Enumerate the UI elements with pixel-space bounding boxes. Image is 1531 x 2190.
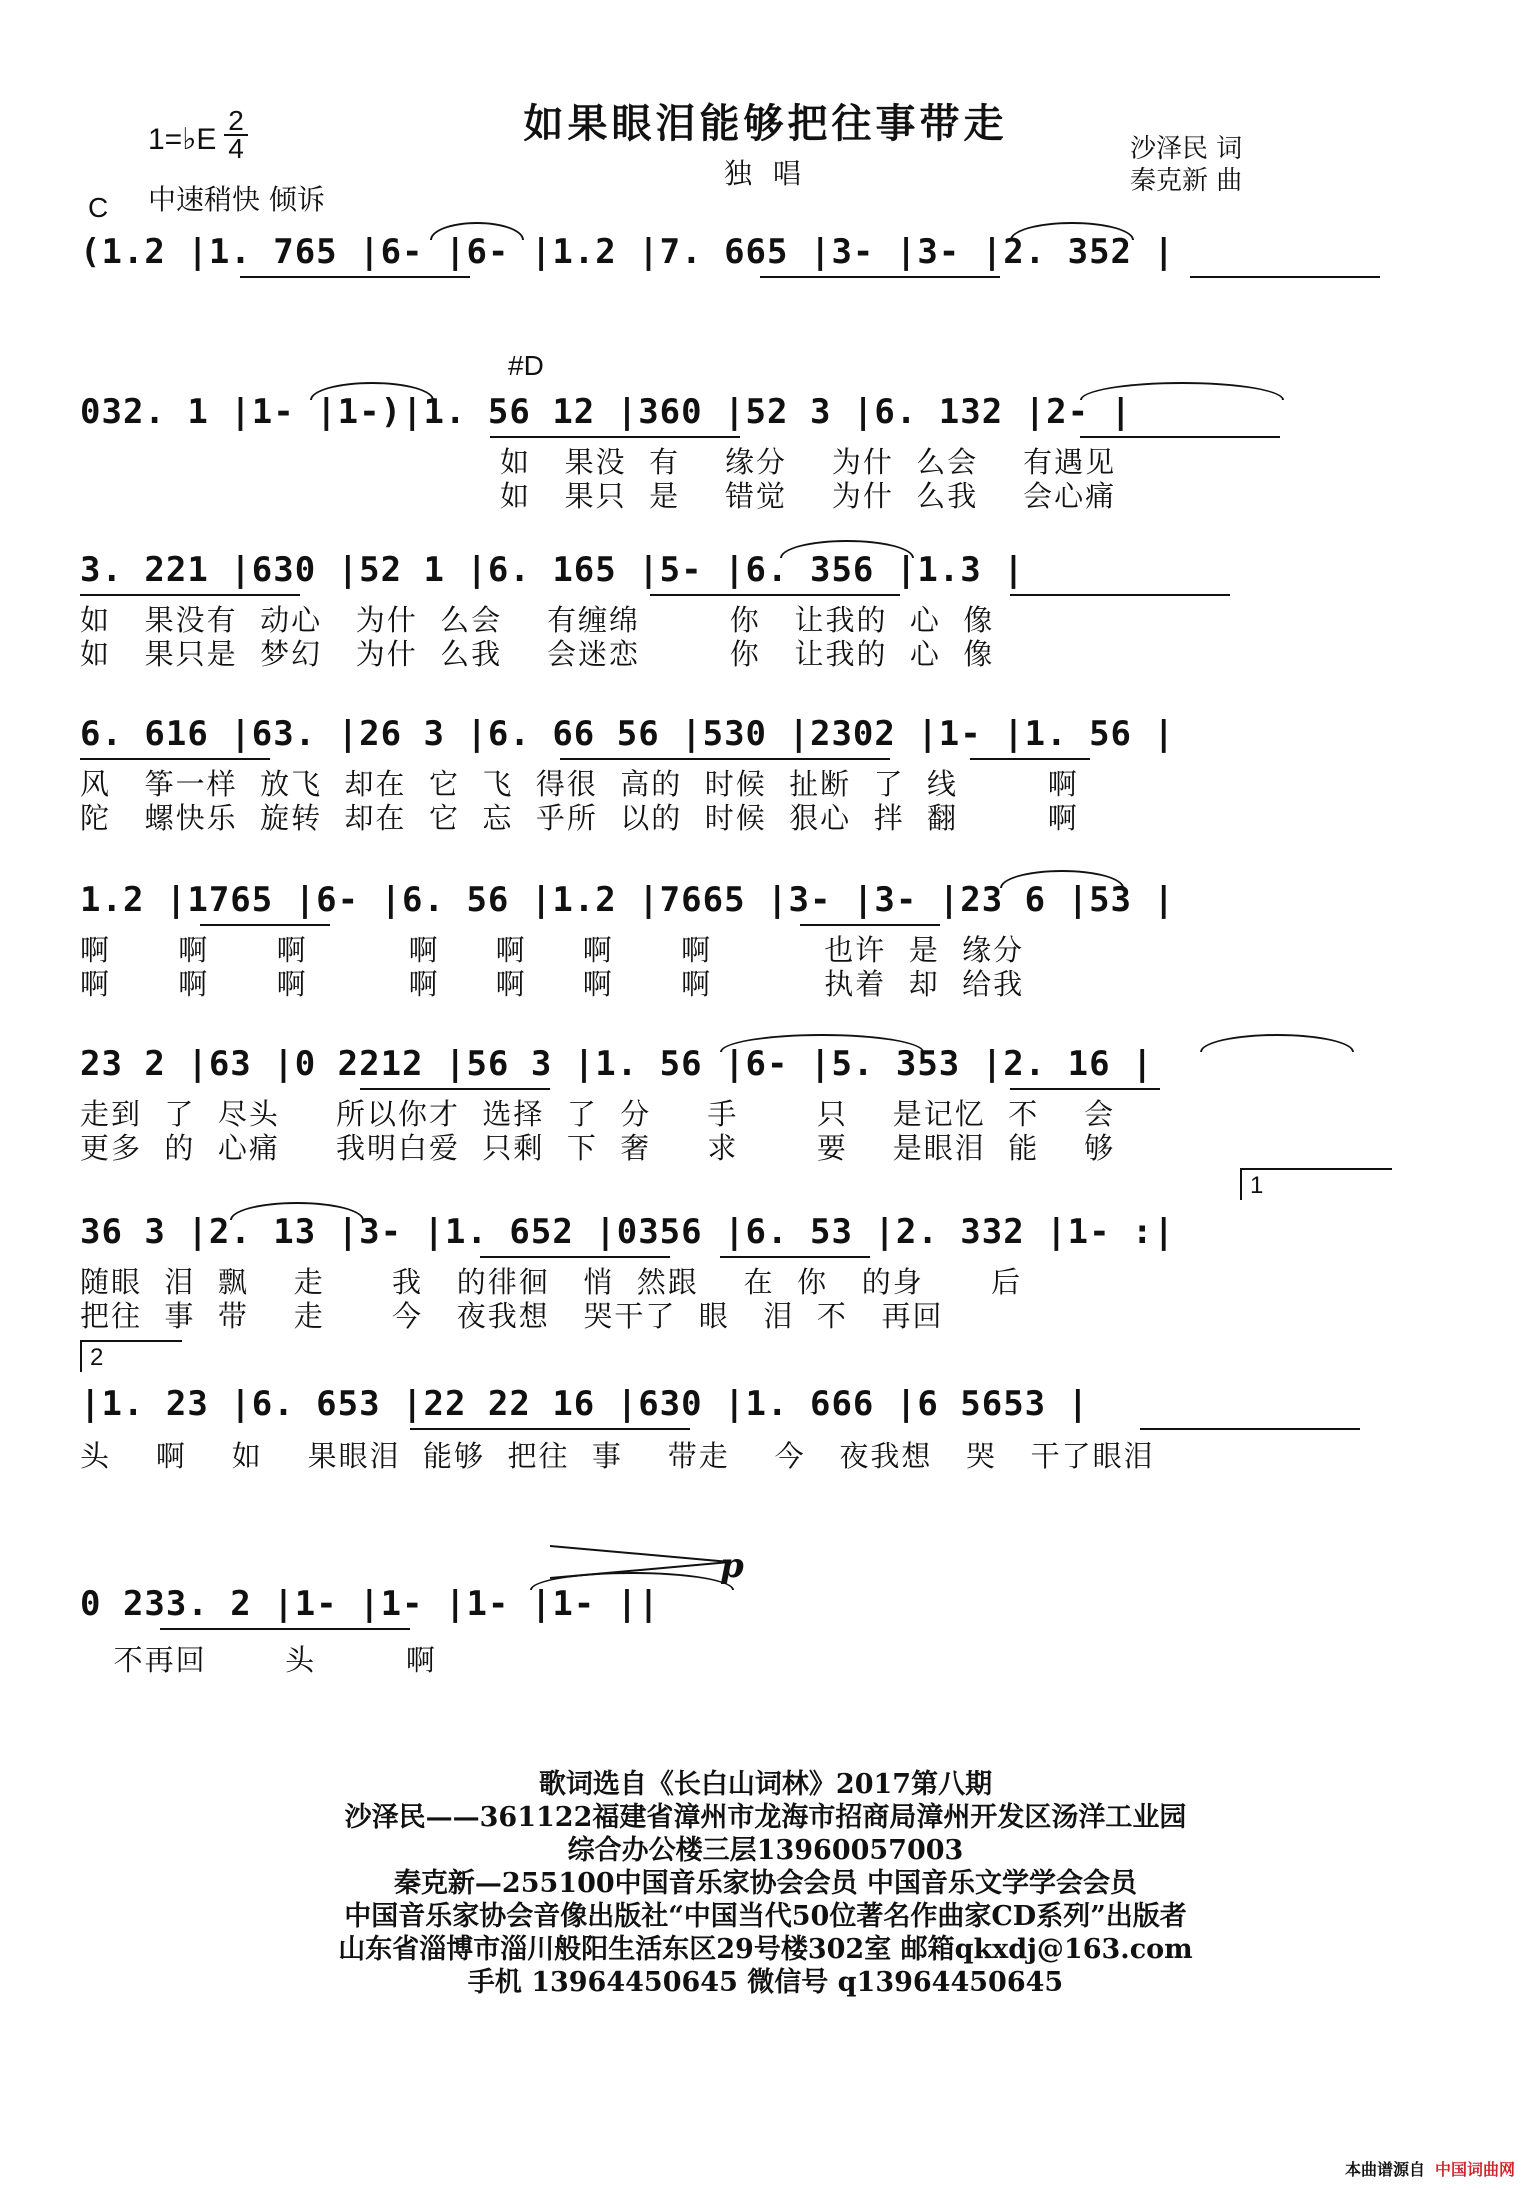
performance-type: 独 唱 bbox=[724, 157, 807, 190]
lyric-line-1: 头 啊 如 果眼泪 能够 把往 事 带走 今 夜我想 哭 干了眼泪 bbox=[80, 1439, 1155, 1473]
notes: 23 2 |63 |0 2212 |56 3 |1. 56 |6- |5. 353 |2. 16 | bbox=[80, 1044, 1154, 1084]
notation-row-8 bbox=[80, 1344, 1390, 1480]
footer-line: 歌词选自《长白山词林》2017第八期 bbox=[538, 1769, 993, 1800]
tie bbox=[780, 540, 914, 558]
beam bbox=[650, 594, 900, 596]
decrescendo-hairpin bbox=[550, 1540, 740, 1580]
beam bbox=[160, 1628, 410, 1630]
notes: |1. 23 |6. 653 |22 22 16 |630 |1. 666 |6 5653 | bbox=[80, 1384, 1090, 1424]
chord-c-marking: C bbox=[88, 192, 109, 223]
volta-number: 1 bbox=[1250, 1172, 1264, 1199]
beam bbox=[1010, 1088, 1160, 1090]
lyric-line-2: 把往 事 带 走 今 夜我想 哭干了 眼 泪 不 再回 bbox=[80, 1299, 944, 1333]
footer-line: 山东省淄博市淄川般阳生活东区29号楼302室 邮箱qkxdj@163.com bbox=[338, 1934, 1193, 1965]
volta-bracket-1 bbox=[1240, 1168, 1392, 1200]
notation-row-7 bbox=[80, 1172, 1390, 1333]
notes: 0 233. 2 |1- |1- |1- |1- || bbox=[80, 1584, 660, 1624]
notes: (1.2 |1. 765 |6- |6- |1.2 |7. 665 |3- |3- |2. 352 | bbox=[80, 232, 1175, 272]
beam bbox=[490, 436, 740, 438]
lyric-line-1: 随眼 泪 飘 走 我 的徘徊 悄 然跟 在 你 的身 后 bbox=[80, 1265, 1023, 1299]
beam bbox=[80, 594, 300, 596]
beam bbox=[760, 276, 1000, 278]
notes: 6. 616 |63. |26 3 |6. 66 56 |530 |2302 |1- |1. 56 | bbox=[80, 714, 1175, 754]
time-signature bbox=[224, 105, 248, 164]
tie bbox=[720, 1034, 924, 1052]
tempo-marking: 中速稍快 倾诉 bbox=[148, 183, 325, 216]
beam bbox=[1190, 276, 1380, 278]
footer-line: 综合办公楼三层13960057003 bbox=[567, 1835, 964, 1866]
footer-line: 中国音乐家协会音像出版社“中国当代50位著名作曲家CD系列”出版者 bbox=[344, 1901, 1187, 1932]
beam bbox=[1010, 594, 1230, 596]
beam bbox=[80, 758, 270, 760]
song-title: 如果眼泪能够把往事带走 bbox=[523, 101, 1008, 147]
tie bbox=[430, 222, 524, 240]
lyric-line-2: 更多 的 心痛 我明白爱 只剩 下 奢 求 要 是眼泪 能 够 bbox=[80, 1131, 1116, 1165]
lyric-line-1: 不再回 头 啊 bbox=[80, 1643, 437, 1677]
tie bbox=[1010, 222, 1134, 240]
volta-bracket-2 bbox=[80, 1340, 182, 1372]
lyric-line-2: 如 果只 是 错觉 为什 么我 会心痛 bbox=[500, 479, 1117, 513]
notation-row-2 bbox=[80, 388, 1390, 513]
beam bbox=[800, 924, 940, 926]
time-signature-bottom: 4 bbox=[224, 134, 248, 162]
tie bbox=[230, 1202, 364, 1220]
lyric-line-2: 啊 啊 啊 啊 啊 啊 啊 执着 却 给我 bbox=[80, 967, 1025, 1001]
footer-line: 手机 13964450645 微信号 q13964450645 bbox=[467, 1967, 1064, 1998]
lyric-line-1: 如 果没有 动心 为什 么会 有缠绵 你 让我的 心 像 bbox=[80, 603, 995, 637]
dynamic-piano: p bbox=[720, 1546, 744, 1586]
lyricist-credit: 沙泽民 词 bbox=[1130, 134, 1243, 164]
modulation-marking: #D bbox=[508, 350, 544, 381]
lyric-line-1: 走到 了 尽头 所以你才 选择 了 分 手 只 是记忆 不 会 bbox=[80, 1097, 1116, 1131]
notation-row-6 bbox=[80, 1040, 1390, 1165]
notes: 1.2 |1765 |6- |6. 56 |1.2 |7665 |3- |3- |23 6 |53 | bbox=[80, 880, 1175, 920]
tie bbox=[1000, 870, 1124, 888]
notes: 36 3 |2. 13 |3- |1. 652 |0356 |6. 53 |2. 332 |1- :| bbox=[80, 1212, 1175, 1252]
composer-credit: 秦克新 曲 bbox=[1130, 166, 1243, 196]
source-site-link[interactable]: 中国词曲网 bbox=[1434, 2160, 1515, 2179]
source-label: 本曲谱源自 bbox=[1344, 2160, 1425, 2179]
key-signature: 1=♭E bbox=[148, 123, 217, 156]
tie bbox=[310, 382, 434, 400]
beam bbox=[200, 924, 330, 926]
beam bbox=[720, 1256, 870, 1258]
notation-row-1 bbox=[80, 228, 1390, 288]
lyric-line-2: 陀 螺快乐 旋转 却在 它 忘 乎所 以的 时候 狠心 拌 翻 啊 bbox=[80, 801, 1079, 835]
notation-row-9 bbox=[80, 1546, 1390, 1680]
tie bbox=[1200, 1034, 1354, 1052]
beam bbox=[1080, 436, 1280, 438]
beam bbox=[240, 276, 470, 278]
beam bbox=[480, 1256, 670, 1258]
source-watermark bbox=[1345, 2157, 1515, 2180]
lyric-line-1: 如 果没 有 缘分 为什 么会 有遇见 bbox=[500, 445, 1117, 479]
time-signature-top: 2 bbox=[228, 105, 244, 136]
lyric-line-1: 风 筝一样 放飞 却在 它 飞 得很 高的 时候 扯断 了 线 啊 bbox=[80, 767, 1079, 801]
notation-row-3 bbox=[80, 546, 1390, 671]
footer-info bbox=[0, 1768, 1531, 1999]
notation-row-5 bbox=[80, 876, 1390, 1001]
beam bbox=[970, 758, 1090, 760]
beam bbox=[360, 1088, 550, 1090]
lyric-line-1: 啊 啊 啊 啊 啊 啊 啊 也许 是 缘分 bbox=[80, 933, 1025, 967]
footer-line: 沙泽民——361122福建省漳州市龙海市招商局漳州开发区汤洋工业园 bbox=[344, 1802, 1187, 1833]
beam bbox=[1140, 1428, 1360, 1430]
lyric-line-2: 如 果只是 梦幻 为什 么我 会迷恋 你 让我的 心 像 bbox=[80, 637, 995, 671]
tie bbox=[1080, 382, 1284, 400]
notes: 032. 1 |1- |1-)|1. 56 12 |360 |52 3 |6. 132 |2- | bbox=[80, 392, 1133, 432]
notes: 3. 221 |630 |52 1 |6. 165 |5- |6. 356 |1.3 | bbox=[80, 550, 1025, 590]
beam bbox=[560, 758, 890, 760]
volta-number: 2 bbox=[90, 1344, 104, 1371]
notation-row-4 bbox=[80, 710, 1390, 835]
footer-line: 秦克新—255100中国音乐家协会会员 中国音乐文学学会会员 bbox=[393, 1868, 1138, 1899]
beam bbox=[410, 1428, 690, 1430]
